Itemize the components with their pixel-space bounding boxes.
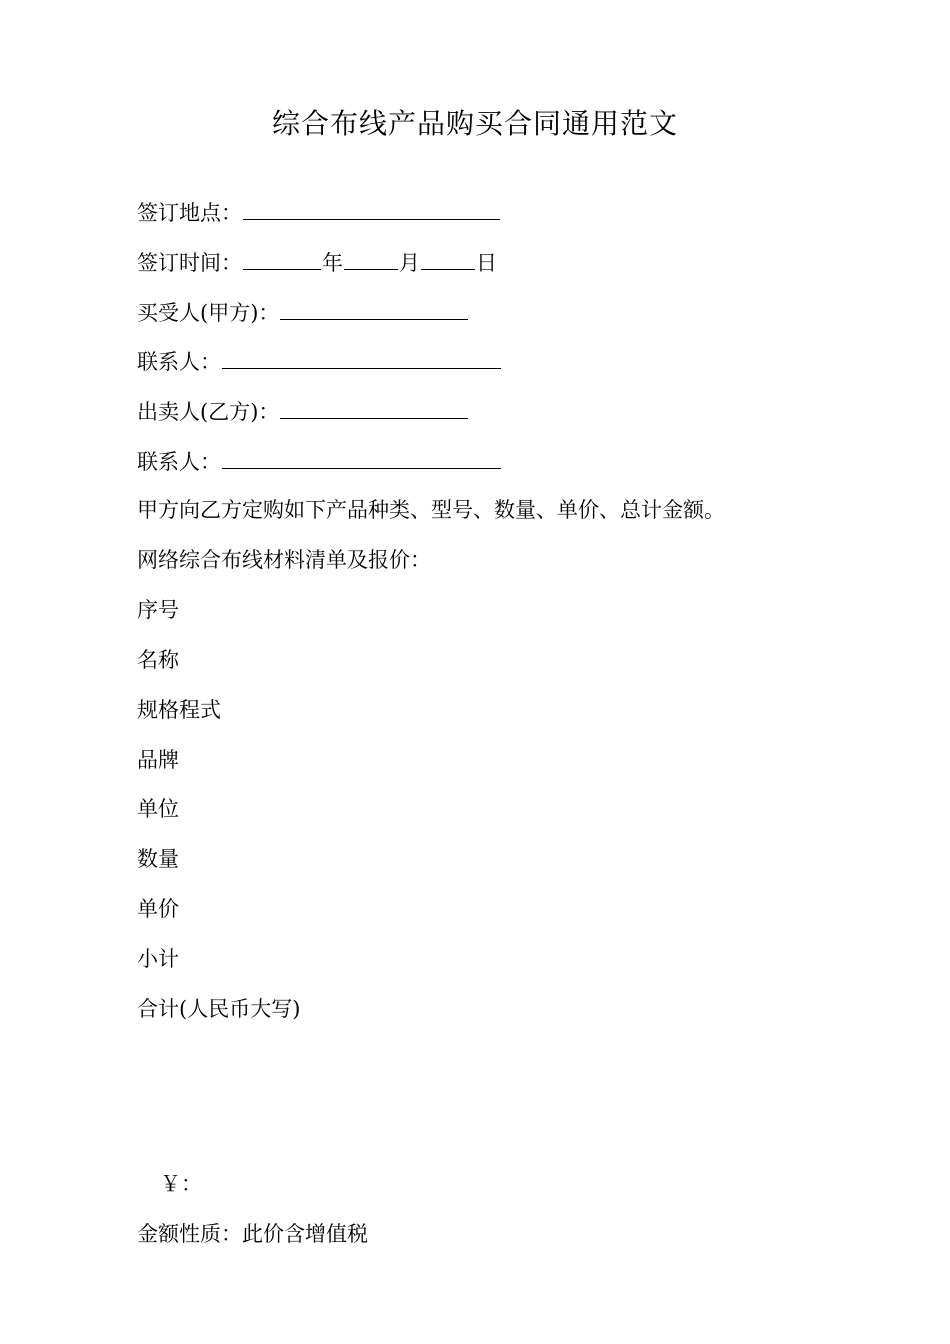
sign-place-label: 签订地点： [137,201,242,225]
list-field-serial: 序号 [137,598,179,622]
sign-year-blank[interactable] [243,247,321,270]
list-field-quantity: 数量 [137,847,179,871]
document-title: 综合布线产品购买合同通用范文 [271,107,678,140]
seller-contact-blank[interactable] [222,446,501,469]
seller-contact-line [137,446,502,477]
sign-month-blank[interactable] [344,247,398,270]
list-field-total-rmb: 合计(人民币大写) [137,997,301,1021]
list-field-brand: 品牌 [137,748,179,772]
seller-blank[interactable] [280,396,468,419]
list-field-subtotal: 小计 [137,947,179,971]
sign-year-label: 年 [322,251,343,275]
sign-day-blank[interactable] [421,247,475,270]
buyer-line [137,297,469,328]
amount-nature: 金额性质：此价含增值税 [137,1222,368,1246]
list-field-unit: 单位 [137,797,179,821]
intro-text: 甲方向乙方定购如下产品种类、型号、数量、单价、总计金额。 [137,498,725,522]
yuan-symbol: ￥： [160,1172,202,1196]
seller-line [137,396,469,427]
sign-day-label: 日 [476,251,497,275]
buyer-contact-blank[interactable] [222,346,501,369]
buyer-label: 买受人(甲方)： [137,301,280,325]
sign-month-label: 月 [399,251,420,275]
list-field-unit-price: 单价 [137,897,179,921]
sign-time-label: 签订时间： [137,251,242,275]
sign-place-line [137,197,501,228]
list-field-spec: 规格程式 [137,698,221,722]
seller-label: 出卖人(乙方)： [137,400,280,424]
seller-contact-label: 联系人： [137,450,221,474]
sign-time-line [137,247,497,278]
buyer-blank[interactable] [280,297,468,320]
list-heading: 网络综合布线材料清单及报价： [137,548,431,572]
sign-place-blank[interactable] [243,197,500,220]
list-field-name: 名称 [137,648,179,672]
buyer-contact-label: 联系人： [137,350,221,374]
buyer-contact-line [137,346,502,377]
